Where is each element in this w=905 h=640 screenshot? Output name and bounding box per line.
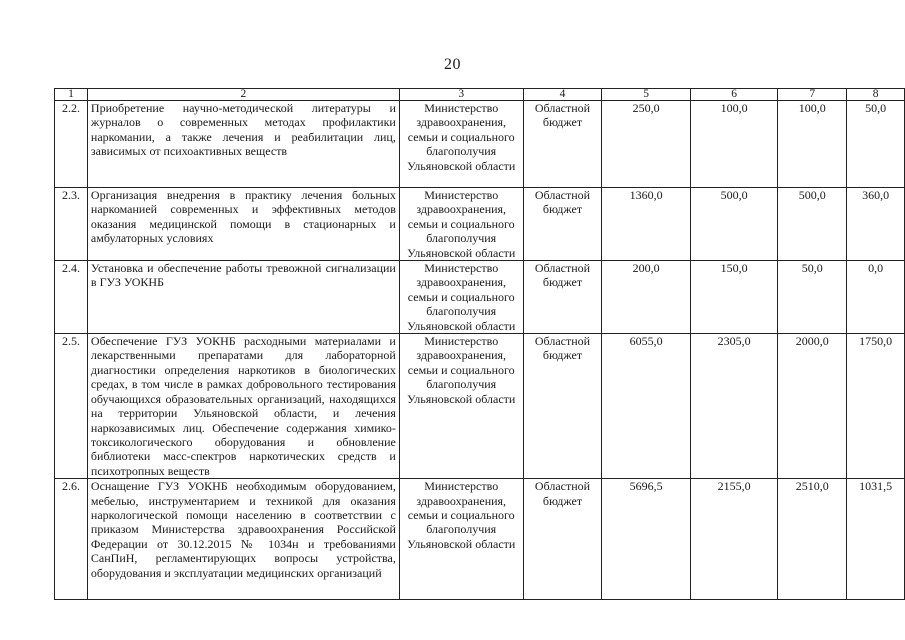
item-description: Установка и обеспечение работы тревожной сигнализации в ГУЗ УОКНБ <box>87 261 399 334</box>
source-line: бюджет <box>542 115 583 130</box>
item-number: 2.3. <box>55 188 88 261</box>
amount-year-2: 500,0 <box>778 188 847 261</box>
item-number: 2.5. <box>55 334 88 479</box>
source-line: Областной <box>534 334 591 349</box>
amount-total: 200,0 <box>602 261 691 334</box>
executor-line: благополучия <box>426 377 497 392</box>
amount-year-1: 2155,0 <box>690 479 778 600</box>
executor-line: Ульяновской области <box>407 318 516 333</box>
amount-year-3: 50,0 <box>847 101 905 188</box>
column-numbers-row <box>55 89 905 101</box>
item-number: 2.4. <box>55 261 88 334</box>
program-activities-table <box>54 88 905 600</box>
source-line: Областной <box>534 261 591 276</box>
item-executor <box>399 334 523 479</box>
funding-source <box>523 101 602 188</box>
column-number: 6 <box>690 89 778 101</box>
item-number: 2.6. <box>55 479 88 600</box>
executor-line: благополучия <box>426 231 497 246</box>
amount-total: 1360,0 <box>602 188 691 261</box>
executor-line: семьи и социального <box>407 129 515 144</box>
column-number: 2 <box>87 89 399 101</box>
funding-source <box>523 479 602 600</box>
table-row <box>55 101 905 188</box>
executor-line: благополучия <box>426 144 497 159</box>
item-description: Обеспечение ГУЗ УОКНБ расходными материалами и лекарственными препаратами для лабораторной диагностики определения наркотиков в биологических средах, в том числе в рамках добровольного тестирования обучающихся образовательных организаций, находящихся на территории Ульяновской области, и лечения наркозависимых лиц. Обеспечение содержания химико-токсикологического оборудования и обновление библиотеки масс-спектров наркотических средств и психотропных веществ <box>87 334 399 479</box>
column-number: 8 <box>847 89 905 101</box>
executor-line: Министерство <box>424 334 499 349</box>
amount-year-1: 100,0 <box>690 101 778 188</box>
executor-line: Ульяновской области <box>407 245 516 260</box>
amount-total: 6055,0 <box>602 334 691 479</box>
executor-line: Министерство <box>424 101 499 115</box>
executor-line: Министерство <box>424 188 499 202</box>
source-line: бюджет <box>542 493 583 508</box>
source-line: Областной <box>534 479 591 494</box>
executor-line: семьи и социального <box>407 289 515 304</box>
executor-line: здравоохранения, <box>416 348 507 363</box>
executor-line: семьи и социального <box>407 216 515 231</box>
executor-line: Ульяновской области <box>407 158 516 173</box>
funding-source <box>523 334 602 479</box>
table-row <box>55 261 905 334</box>
item-number: 2.2. <box>55 101 88 188</box>
amount-year-3: 1750,0 <box>847 334 905 479</box>
funding-source <box>523 261 602 334</box>
column-number: 3 <box>399 89 523 101</box>
table-row <box>55 479 905 600</box>
amount-year-2: 100,0 <box>778 101 847 188</box>
column-number: 4 <box>523 89 602 101</box>
table-row <box>55 188 905 261</box>
executor-line: Ульяновской области <box>407 536 516 551</box>
amount-year-1: 150,0 <box>690 261 778 334</box>
item-description: Организация внедрения в практику лечения больных наркоманией современных и эффективных методов оказания медицинской помощи в стационарных и амбулаторных условиях <box>87 188 399 261</box>
source-line: Областной <box>534 188 591 202</box>
executor-line: благополучия <box>426 522 497 537</box>
executor-line: благополучия <box>426 304 497 319</box>
amount-year-2: 2510,0 <box>778 479 847 600</box>
item-executor <box>399 101 523 188</box>
executor-line: здравоохранения, <box>416 275 507 290</box>
source-line: бюджет <box>542 348 583 363</box>
column-number: 1 <box>55 89 88 101</box>
executor-line: Ульяновской области <box>407 391 516 406</box>
amount-total: 250,0 <box>602 101 691 188</box>
executor-line: семьи и социального <box>407 507 515 522</box>
executor-line: Министерство <box>424 479 499 494</box>
page-number: 20 <box>444 56 461 73</box>
source-line: бюджет <box>542 202 583 217</box>
source-line: бюджет <box>542 275 583 290</box>
executor-line: Министерство <box>424 261 499 276</box>
item-executor <box>399 479 523 600</box>
item-description: Приобретение научно-методической литературы и журналов о современных методах профилактики наркомании, а также лечения и реабилитации лиц, зависимых от психоактивных веществ <box>87 101 399 188</box>
amount-year-1: 2305,0 <box>690 334 778 479</box>
table-row <box>55 334 905 479</box>
executor-line: здравоохранения, <box>416 115 507 130</box>
column-number: 5 <box>602 89 691 101</box>
executor-line: семьи и социального <box>407 362 515 377</box>
item-executor <box>399 261 523 334</box>
amount-year-3: 360,0 <box>847 188 905 261</box>
executor-line: здравоохранения, <box>416 493 507 508</box>
amount-total: 5696,5 <box>602 479 691 600</box>
amount-year-1: 500,0 <box>690 188 778 261</box>
amount-year-3: 0,0 <box>847 261 905 334</box>
item-description: Оснащение ГУЗ УОКНБ необходимым оборудованием, мебелью, инструментарием и техникой для оказания наркологической помощи населению в соответствии с приказом Министерства здравоохранения Российской Федерации от 30.12.2015 № 1034н и требованиями СанПиН, регламентирующих вопросы устройства, оборудования и эксплуатации медицинских организаций <box>87 479 399 600</box>
amount-year-3: 1031,5 <box>847 479 905 600</box>
amount-year-2: 2000,0 <box>778 334 847 479</box>
source-line: Областной <box>534 101 591 115</box>
item-executor <box>399 188 523 261</box>
executor-line: здравоохранения, <box>416 202 507 217</box>
column-number: 7 <box>778 89 847 101</box>
amount-year-2: 50,0 <box>778 261 847 334</box>
funding-source <box>523 188 602 261</box>
